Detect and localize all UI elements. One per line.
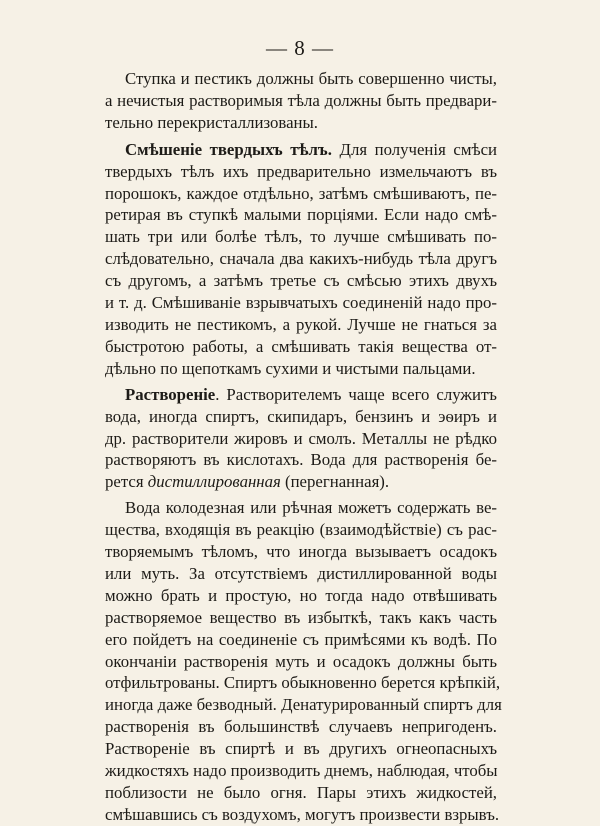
- text-line: вода, иногда спиртъ, скипидаръ, бензинъ и эѳиръ и: [105, 406, 497, 426]
- text-fragment: . Растворителемъ чаще всего служитъ: [215, 384, 497, 404]
- text-line: тельно перекристаллизованы.: [105, 112, 319, 132]
- text-line: др. растворители жировъ и смолъ. Металлы не рѣдко: [105, 428, 497, 448]
- text-line: [105, 384, 497, 406]
- text-line: щества, входящія въ реакцію (взаимодѣйствіе) съ рас-: [105, 520, 497, 540]
- text-line: Вода колодезная или рѣчная можетъ содержать ве-: [125, 498, 497, 518]
- text-line: жидкостяхъ надо производить днемъ, наблюдая, чтобы: [105, 761, 498, 781]
- text-line: Ступка и пестикъ должны быть совершенно чисты,: [125, 69, 497, 88]
- text-line: растворенія въ большинствѣ случаевъ непригоденъ.: [105, 717, 497, 737]
- text-line: ретирая въ ступкѣ малыми порціями. Если надо смѣ-: [105, 205, 497, 225]
- text-line: поблизости не было огня. Пары этихъ жидкостей,: [105, 783, 497, 802]
- text-line: растворяютъ въ кислотахъ. Вода для растворенія бе-: [105, 450, 497, 470]
- text-fragment: (перегнанная).: [280, 472, 390, 492]
- emphasized-term: дистиллированная: [147, 472, 281, 492]
- text-line: быстротою работы, а смѣшивать такія вещества от-: [105, 336, 497, 356]
- text-line: [105, 139, 497, 161]
- text-line: порошокъ, каждое отдѣльно, затѣмъ смѣшиваютъ, пе-: [105, 183, 497, 203]
- text-line: [105, 471, 497, 493]
- text-line: и т. д. Смѣшиваніе взрывчатыхъ соединеній надо про-: [105, 293, 497, 313]
- page-number: — 8 —: [266, 36, 334, 60]
- text-line: а нечистыя растворимыя тѣла должны быть предвари-: [105, 90, 497, 110]
- paragraph-3: [105, 384, 497, 494]
- text-line: твердыхъ тѣлъ ихъ предварительно измельчаютъ въ: [105, 161, 497, 181]
- text-line: творяемымъ тѣломъ, что иногда вызываетъ осадокъ: [105, 542, 497, 562]
- paragraph-2: [105, 139, 497, 380]
- text-fragment: рется: [105, 472, 148, 492]
- text-line: иногда даже безводный. Денатурированный спиртъ для: [105, 695, 502, 715]
- text-line: съ другомъ, а затѣмъ третье съ смѣсью этихъ двухъ: [105, 271, 497, 291]
- section-heading: Раствореніе: [125, 384, 216, 404]
- text-line: окончаніи растворенія муть и осадокъ должны быть: [105, 651, 497, 671]
- text-line: отфильтрованы. Спиртъ обыкновенно берется крѣпкій,: [105, 673, 501, 693]
- text-line: можно брать и простую, но тогда надо отвѣшивать: [105, 585, 497, 605]
- text-line: или муть. За отсутствіемъ дистиллированной воды: [105, 563, 497, 583]
- text-line: растворяемое вещество въ избыткѣ, такъ какъ часть: [105, 607, 497, 627]
- paragraph-1: [105, 68, 497, 134]
- body-text: [105, 68, 502, 826]
- text-line: шать три или болѣе тѣлъ, то лучше смѣшивать по-: [105, 227, 497, 247]
- paragraph-4: [105, 497, 502, 826]
- text-line: слѣдовательно, сначала два какихъ-нибудь тѣла другъ: [105, 249, 497, 269]
- section-heading: Смѣшеніе твердыхъ тѣлъ.: [125, 139, 332, 159]
- text-line: его пойдетъ на соединеніе съ примѣсями къ водѣ. По: [105, 629, 497, 649]
- text-line: изводить не пестикомъ, а рукой. Лучше не гнаться за: [105, 314, 497, 334]
- text-line: дѣльно по щепоткамъ сухими и чистыми пальцами.: [105, 358, 476, 378]
- text-fragment: Для полученія смѣси: [331, 139, 497, 159]
- text-line: смѣшавшись съ воздухомъ, могутъ произвести взрывъ.: [105, 804, 500, 824]
- text-line: Раствореніе въ спиртѣ и въ другихъ огнеопасныхъ: [105, 739, 497, 759]
